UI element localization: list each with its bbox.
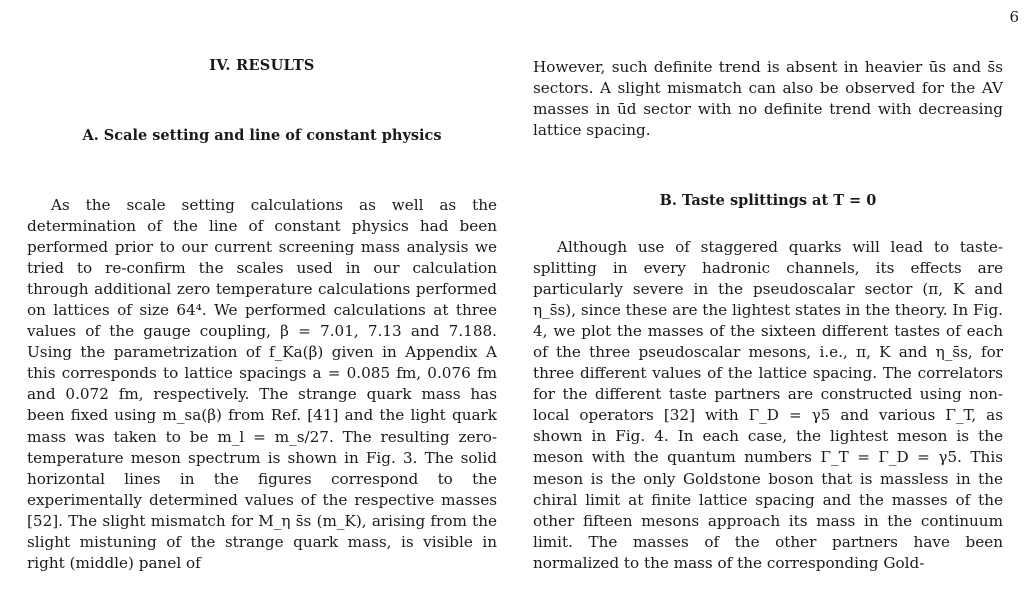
body-paragraph-taste-splittings: Although use of staggered quarks will lead to taste-splitting in every hadronic channels, its effects are particularly severe in the pseudoscalar sector (π, K and η_s̄s), since these are the lightest states in the theory. In Fig. 4, we plot the masses of the sixteen different tastes of each of the three pseudoscalar mesons, i.e., π, K and η_s̄s, for three different values of the lattice spacing. The correlators for the different taste partners are constructed using non-local operators [32] with Γ_D = γ5 and various Γ_T, as shown in Fig. 4. In each case, the lightest meson is the meson with the quantum numbers Γ_T = Γ_D = γ5. This meson is the only Goldstone boson that is massless in the chiral limit at finite lattice spacing and the masses of the other fifteen mesons approach its mass in the continuum limit. The masses of the other partners have been normalized to the mass of the corresponding Gold-: [533, 238, 1003, 572]
page-number: 6: [1009, 8, 1019, 26]
subsection-title-b: B. Taste splittings at T = 0: [659, 192, 877, 209]
section-title: IV. RESULTS: [209, 57, 315, 74]
subsection-title-a: A. Scale setting and line of constant physics: [82, 127, 442, 144]
body-paragraph-scale-setting: As the scale setting calculations as well as the determination of the line of constant physics had been performed prior to our current screening mass analysis we tried to re-confirm the scales used in our calculation through additional zero temperature calculations performed on lattices of size 64⁴. We performed calculations at three values of the gauge coupling, β = 7.01, 7.13 and 7.188. Using the parametrization of f_Ka(β) given in Appendix A this corresponds to lattice spacings a = 0.085 fm, 0.076 fm and 0.072 fm, respectively. The strange quark mass has been fixed using m_sa(β) from Ref. [41] and the light quark mass was taken to be m_l = m_s/27. The resulting zero-temperature meson spectrum is shown in Fig. 3. The solid horizontal lines in the figures correspond to the experimentally determined values of the respective masses [52]. The slight mismatch for M_η s̄s (m_K), arising from the slight mistuning of the strange quark mass, is visible in right (middle) panel of: [27, 196, 497, 572]
body-paragraph-continued: However, such definite trend is absent in heavier ūs and s̄s sectors. A slight mismatch can also be observed for the AV masses in ūd sector with no definite trend with decreasing lattice spacing.: [533, 58, 1003, 140]
